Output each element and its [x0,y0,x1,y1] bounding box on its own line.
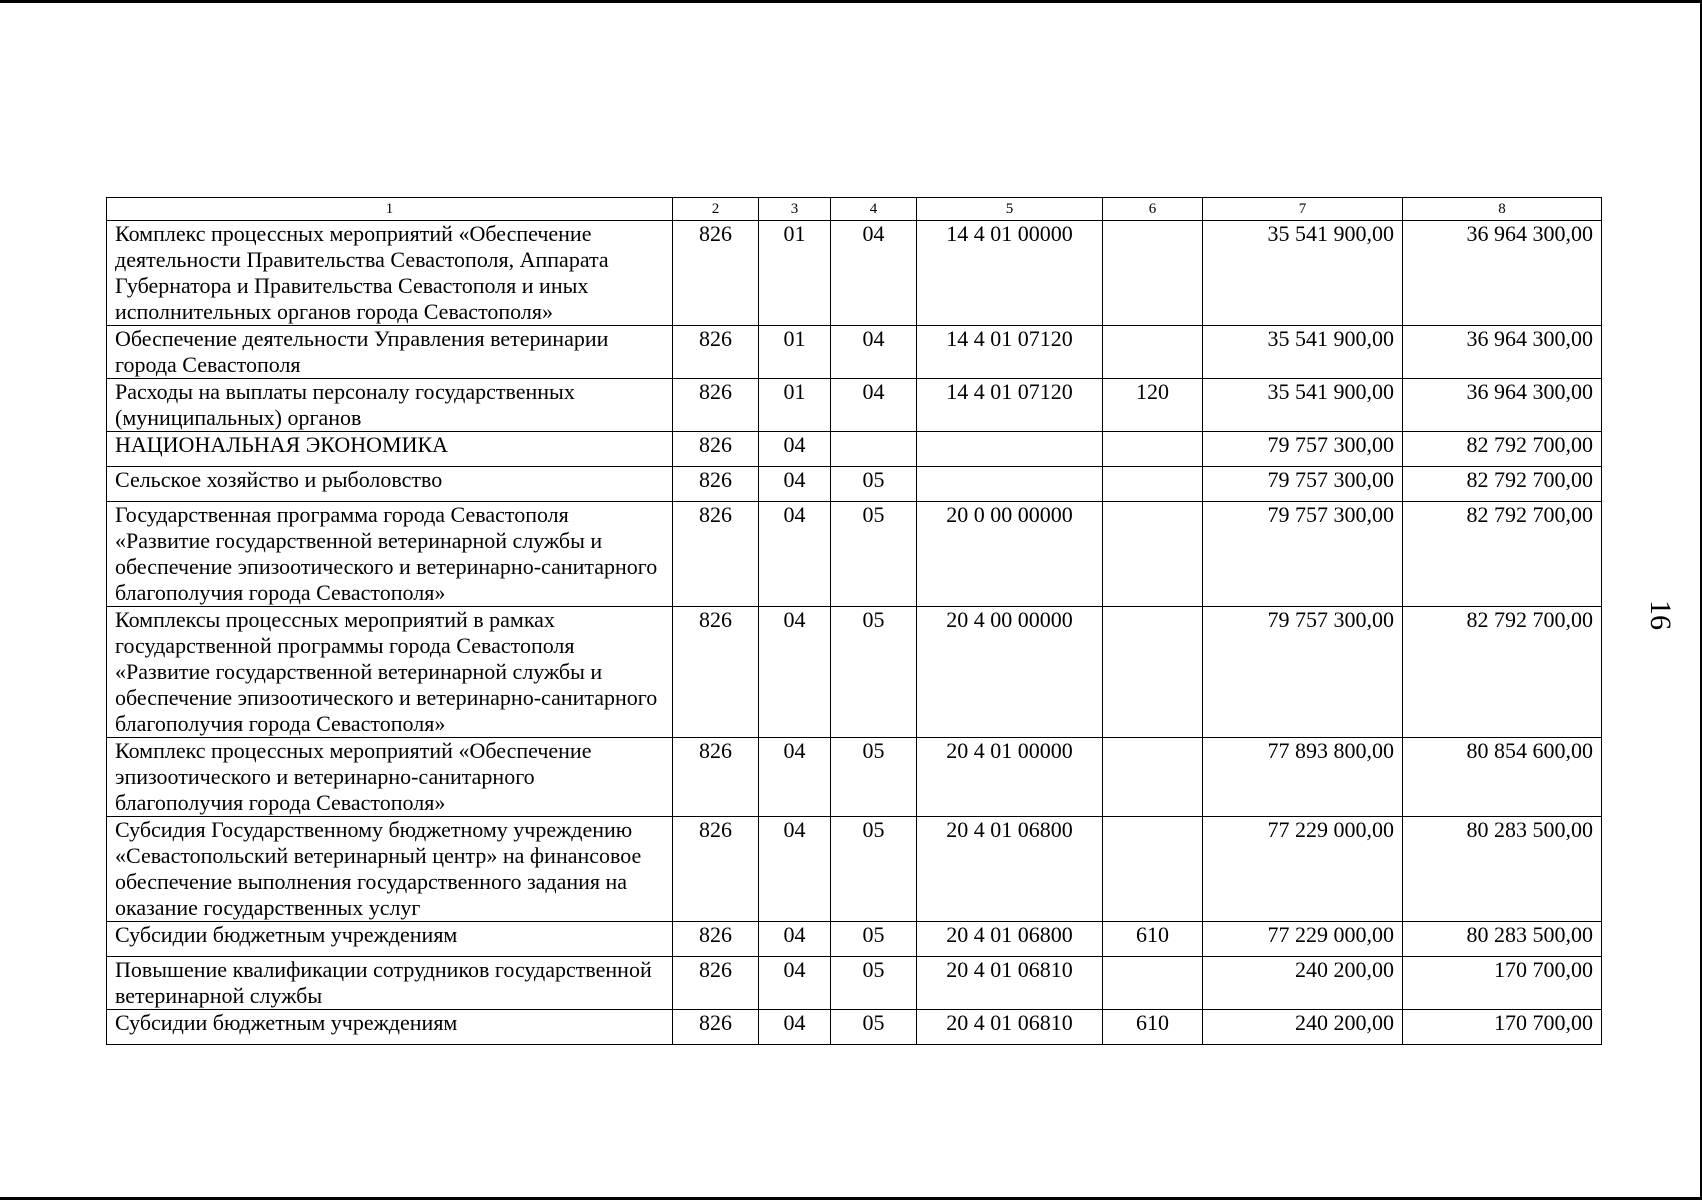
cell-expense-type [1103,957,1203,1010]
table-row [107,1010,1602,1045]
cell-target-code: 20 4 01 06800 [917,817,1103,922]
cell-expense-type [1103,738,1203,817]
cell-target-code: 20 4 00 00000 [917,607,1103,738]
cell-expense-type: 610 [1103,1010,1203,1045]
cell-amount-8: 82 792 700,00 [1403,432,1602,467]
cell-target-code: 20 4 01 06810 [917,957,1103,1010]
cell-subsection: 05 [831,607,917,738]
cell-ministry: 826 [673,1010,759,1045]
cell-amount-8: 36 964 300,00 [1403,379,1602,432]
cell-expense-type: 610 [1103,922,1203,957]
cell-ministry: 826 [673,922,759,957]
cell-target-code: 20 0 00 00000 [917,502,1103,607]
cell-target-code [917,467,1103,502]
cell-subsection: 04 [831,326,917,379]
cell-amount-7: 240 200,00 [1203,1010,1403,1045]
cell-section: 04 [759,957,831,1010]
table-row [107,326,1602,379]
cell-expense-type [1103,817,1203,922]
cell-subsection: 05 [831,817,917,922]
header-cell: 7 [1203,198,1403,221]
table-row [107,607,1602,738]
cell-target-code: 14 4 01 07120 [917,326,1103,379]
header-cell: 6 [1103,198,1203,221]
row-name: Расходы на выплаты персоналу государственных (муниципальных) органов [107,379,673,432]
cell-expense-type [1103,607,1203,738]
cell-ministry: 826 [673,467,759,502]
cell-amount-7: 77 893 800,00 [1203,738,1403,817]
cell-subsection: 05 [831,922,917,957]
row-name: Комплекс процессных мероприятий «Обеспечение эпизоотического и ветеринарно-санитарного благополучия города Севастополя» [107,738,673,817]
cell-ministry: 826 [673,326,759,379]
cell-amount-7: 35 541 900,00 [1203,221,1403,326]
row-name: Обеспечение деятельности Управления ветеринарии города Севастополя [107,326,673,379]
cell-amount-8: 80 283 500,00 [1403,817,1602,922]
cell-section: 04 [759,432,831,467]
cell-ministry: 826 [673,221,759,326]
cell-subsection [831,432,917,467]
cell-amount-7: 79 757 300,00 [1203,502,1403,607]
cell-expense-type [1103,326,1203,379]
cell-section: 04 [759,607,831,738]
cell-subsection: 05 [831,502,917,607]
cell-amount-8: 82 792 700,00 [1403,467,1602,502]
cell-ministry: 826 [673,432,759,467]
cell-ministry: 826 [673,607,759,738]
cell-expense-type [1103,467,1203,502]
table-row [107,922,1602,957]
cell-target-code: 14 4 01 00000 [917,221,1103,326]
cell-section: 01 [759,326,831,379]
cell-expense-type [1103,502,1203,607]
cell-amount-7: 35 541 900,00 [1203,326,1403,379]
cell-ministry: 826 [673,817,759,922]
row-name: Субсидии бюджетным учреждениям [107,922,673,957]
cell-amount-7: 35 541 900,00 [1203,379,1403,432]
cell-target-code: 20 4 01 00000 [917,738,1103,817]
cell-expense-type [1103,221,1203,326]
cell-section: 04 [759,502,831,607]
cell-target-code: 20 4 01 06800 [917,922,1103,957]
cell-amount-7: 77 229 000,00 [1203,817,1403,922]
cell-ministry: 826 [673,502,759,607]
cell-amount-7: 79 757 300,00 [1203,607,1403,738]
cell-section: 01 [759,379,831,432]
row-name: Субсидия Государственному бюджетному учреждению «Севастопольский ветеринарный центр» на финансовое обеспечение выполнения государственного задания на оказание государственных услуг [107,817,673,922]
cell-amount-8: 170 700,00 [1403,957,1602,1010]
cell-expense-type: 120 [1103,379,1203,432]
row-name: Комплекс процессных мероприятий «Обеспечение деятельности Правительства Севастополя, Аппарата Губернатора и Правительства Севастополя и иных исполнительных органов города Севастополя» [107,221,673,326]
table-row [107,957,1602,1010]
cell-section: 04 [759,922,831,957]
cell-expense-type [1103,432,1203,467]
cell-ministry: 826 [673,738,759,817]
header-cell: 3 [759,198,831,221]
cell-subsection: 05 [831,1010,917,1045]
header-cell: 8 [1403,198,1602,221]
cell-amount-7: 79 757 300,00 [1203,467,1403,502]
cell-amount-8: 36 964 300,00 [1403,221,1602,326]
header-cell: 5 [917,198,1103,221]
cell-amount-8: 82 792 700,00 [1403,502,1602,607]
cell-section: 04 [759,1010,831,1045]
cell-subsection: 05 [831,467,917,502]
cell-amount-8: 170 700,00 [1403,1010,1602,1045]
header-cell: 1 [107,198,673,221]
row-name: Сельское хозяйство и рыболовство [107,467,673,502]
cell-amount-7: 79 757 300,00 [1203,432,1403,467]
header-cell: 4 [831,198,917,221]
budget-table [106,197,1602,1045]
cell-amount-8: 80 854 600,00 [1403,738,1602,817]
table-row [107,467,1602,502]
table-row [107,502,1602,607]
cell-target-code: 14 4 01 07120 [917,379,1103,432]
row-name: Субсидии бюджетным учреждениям [107,1010,673,1045]
cell-subsection: 05 [831,738,917,817]
cell-amount-7: 77 229 000,00 [1203,922,1403,957]
row-name: Государственная программа города Севастополя «Развитие государственной ветеринарной службы и обеспечение эпизоотического и ветеринарно-санитарного благополучия города Севастополя» [107,502,673,607]
row-name: Комплексы процессных мероприятий в рамках государственной программы города Севастополя «Развитие государственной ветеринарной службы и обеспечение эпизоотического и ветеринарно-санитарного благополучия города Севастополя» [107,607,673,738]
header-cell: 2 [673,198,759,221]
table-row [107,221,1602,326]
cell-subsection: 04 [831,221,917,326]
table-row [107,432,1602,467]
cell-section: 01 [759,221,831,326]
table-row [107,738,1602,817]
cell-section: 04 [759,467,831,502]
table-row [107,817,1602,922]
header-row [107,198,1602,221]
cell-ministry: 826 [673,957,759,1010]
cell-section: 04 [759,817,831,922]
cell-ministry: 826 [673,379,759,432]
row-name: Повышение квалификации сотрудников государственной ветеринарной службы [107,957,673,1010]
cell-amount-7: 240 200,00 [1203,957,1403,1010]
cell-amount-8: 80 283 500,00 [1403,922,1602,957]
cell-target-code [917,432,1103,467]
page-number: 16 [1644,600,1677,630]
cell-subsection: 05 [831,957,917,1010]
cell-target-code: 20 4 01 06810 [917,1010,1103,1045]
cell-amount-8: 82 792 700,00 [1403,607,1602,738]
cell-section: 04 [759,738,831,817]
row-name: НАЦИОНАЛЬНАЯ ЭКОНОМИКА [107,432,673,467]
cell-amount-8: 36 964 300,00 [1403,326,1602,379]
scan-border-top [0,0,1702,3]
table-row [107,379,1602,432]
cell-subsection: 04 [831,379,917,432]
